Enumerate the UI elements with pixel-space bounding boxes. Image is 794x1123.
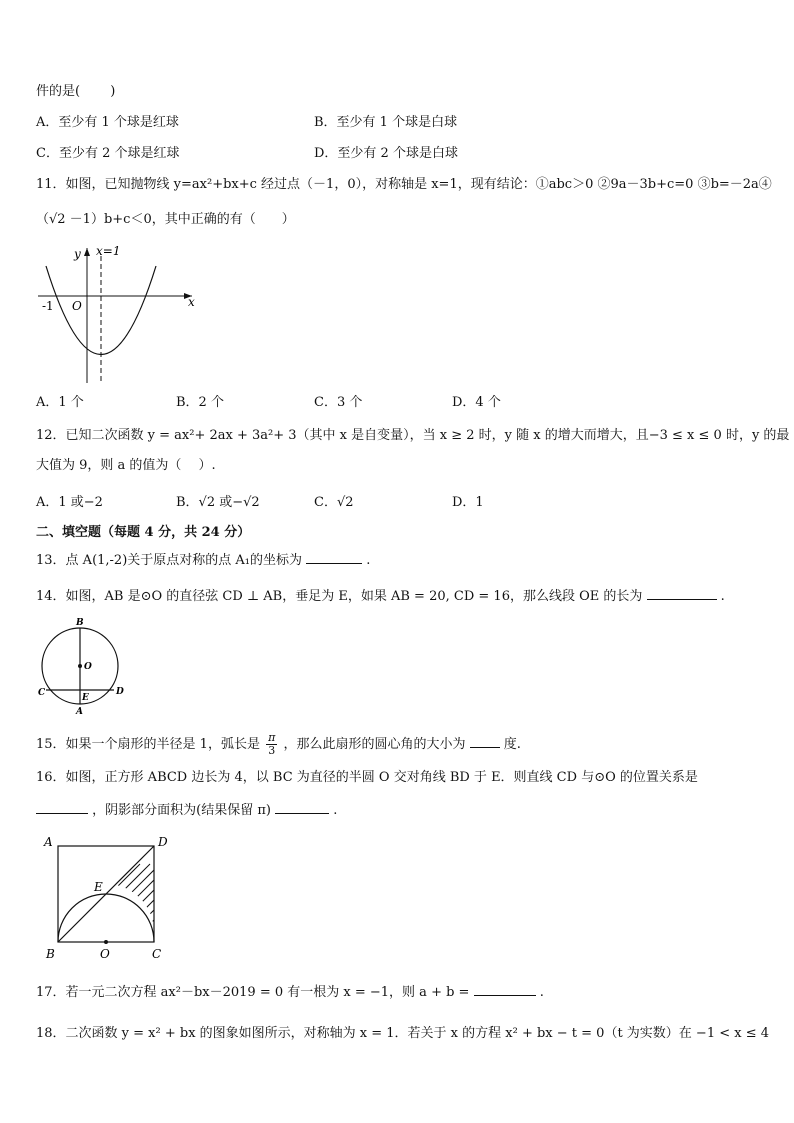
q12-option-a: A．1 或−2 bbox=[36, 495, 103, 510]
q12-stem-line1: 12．已知二次函数 y = ax²+ 2ax + 3a²+ 3（其中 x 是自变量），当 x ≥ 2 时，y 随 x 的增大而增大，且−3 ≤ x ≤ 0 时，y 的最 bbox=[36, 428, 790, 443]
q11-parabola-graph bbox=[34, 238, 204, 388]
q15-frac-den: 3 bbox=[268, 744, 276, 757]
q16-stem-line1: 16．如图，正方形 ABCD 边长为 4，以 BC 为直径的半圆 O 交对角线 BD 于 E．则直线 CD 与⊙O 的位置关系是 bbox=[36, 770, 698, 785]
q11-x-label: x bbox=[188, 295, 195, 309]
q11-option-a: A．1 个 bbox=[36, 395, 84, 410]
q11-option-d: D．4 个 bbox=[452, 395, 501, 410]
q17-answer-blank[interactable] bbox=[474, 983, 536, 996]
q16-label-o: O bbox=[100, 947, 110, 961]
q11-origin-label: O bbox=[72, 299, 82, 313]
q17-end: . bbox=[539, 985, 544, 1000]
q13-end: . bbox=[366, 553, 371, 568]
q11-axis-label: x=1 bbox=[96, 244, 121, 258]
q16-stem-line2 bbox=[36, 801, 337, 821]
section-heading: 二、填空题（每题 4 分，共 24 分） bbox=[36, 525, 251, 540]
q17-text: 17．若一元二次方程 ax²－bx－2019 = 0 有一根为 x = −1，则 a + b = bbox=[36, 985, 470, 1000]
q16-label-a: A bbox=[44, 835, 53, 849]
q15-frac-num: π bbox=[268, 731, 276, 744]
q14-answer-blank[interactable] bbox=[647, 587, 717, 600]
q15-end: 度. bbox=[503, 737, 521, 752]
q15-answer-blank[interactable] bbox=[470, 735, 500, 748]
q12-option-c: C．√2 bbox=[314, 495, 354, 510]
q17-line bbox=[36, 983, 544, 1003]
q10-option-b: B．至少有 1 个球是白球 bbox=[314, 115, 458, 130]
q15-text-a: 15．如果一个扇形的半径是 1，弧长是 bbox=[36, 737, 260, 752]
q16-square-figure bbox=[40, 834, 180, 964]
q13-text: 13．点 A(1,-2)关于原点对称的点 A₁的坐标为 bbox=[36, 553, 303, 568]
q16-label-b: B bbox=[46, 947, 55, 961]
q10-tail: 件的是( ) bbox=[36, 84, 116, 99]
q14-label-o: O bbox=[84, 662, 92, 672]
q11-stem-line2: （√2 －1）b+c＜0，其中正确的有（ ） bbox=[36, 212, 295, 227]
q10-option-d: D．至少有 2 个球是白球 bbox=[314, 146, 458, 161]
q14-label-a: A bbox=[76, 707, 83, 717]
q14-label-d: D bbox=[116, 687, 124, 697]
q13-line bbox=[36, 551, 370, 571]
q16-label-d: D bbox=[158, 835, 168, 849]
q18-stem: 18．二次函数 y = x² + bx 的图象如图所示，对称轴为 x = 1．若关于 x 的方程 x² + bx − t = 0（t 为实数）在 −1 < x ≤ 4 bbox=[36, 1026, 770, 1041]
q11-y-label: y bbox=[74, 247, 81, 261]
q11-option-c: C．3 个 bbox=[314, 395, 363, 410]
q12-option-b: B．√2 或−√2 bbox=[176, 495, 260, 510]
q16-text-mid: ，阴影部分面积为(结果保留 π) bbox=[92, 803, 271, 818]
q14-circle-figure bbox=[36, 616, 136, 716]
q10-option-a: A．至少有 1 个球是红球 bbox=[36, 115, 179, 130]
q14-text: 14．如图，AB 是⊙O 的直径弦 CD ⊥ AB，垂足为 E，如果 AB = 20, CD = 16，那么线段 OE 的长为 bbox=[36, 589, 643, 604]
q16-answer-blank-1[interactable] bbox=[36, 801, 88, 814]
q16-answer-blank-2[interactable] bbox=[275, 801, 329, 814]
q14-end: . bbox=[720, 589, 725, 604]
q12-stem-line2: 大值为 9，则 a 的值为（ ）. bbox=[36, 458, 216, 473]
q12-option-d: D．1 bbox=[452, 495, 484, 510]
q11-option-b: B．2 个 bbox=[176, 395, 224, 410]
q16-label-e: E bbox=[94, 880, 103, 894]
q16-end: . bbox=[333, 803, 338, 818]
q15-fraction bbox=[266, 732, 277, 757]
q14-line bbox=[36, 587, 725, 607]
q13-answer-blank[interactable] bbox=[306, 551, 362, 564]
q11-neg-one-label: -1 bbox=[42, 299, 54, 313]
q11-stem-line1: 11．如图，已知抛物线 y=ax²+bx+c 经过点（－1，0），对称轴是 x=1，现有结论：①abc＞0 ②9a－3b+c=0 ③b=－2a④ bbox=[36, 177, 772, 192]
q10-option-c: C．至少有 2 个球是红球 bbox=[36, 146, 180, 161]
q14-label-c: C bbox=[38, 688, 46, 698]
q14-label-e: E bbox=[82, 693, 89, 703]
q15-line bbox=[36, 732, 521, 757]
q15-text-b: ，那么此扇形的圆心角的大小为 bbox=[283, 737, 466, 752]
q16-label-c: C bbox=[152, 947, 162, 961]
q14-label-b: B bbox=[76, 618, 84, 628]
